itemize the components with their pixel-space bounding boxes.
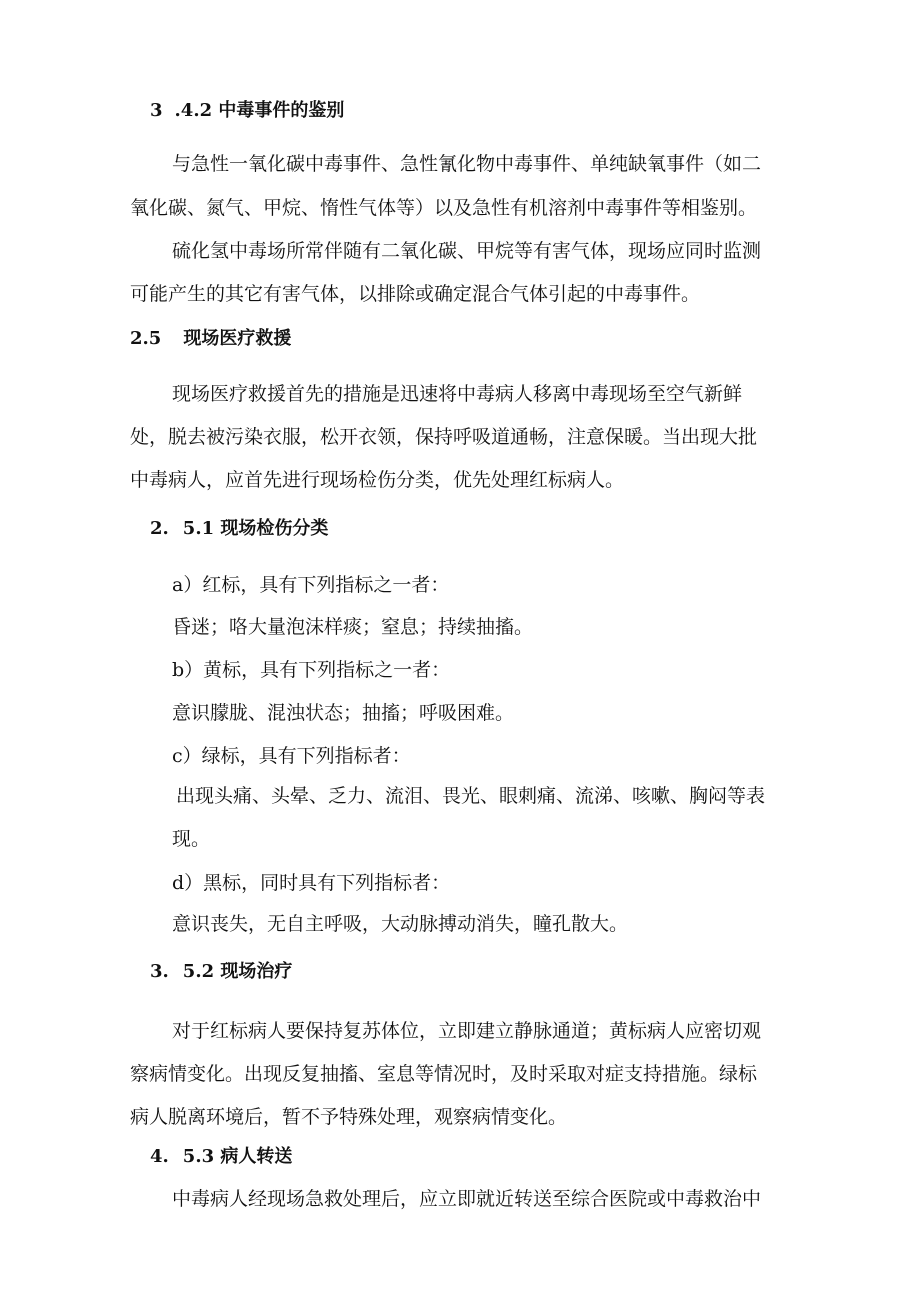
triage-desc-green: 现。 [172, 828, 211, 850]
triage-label-red: a）红标，具有下列指标之一者： [172, 574, 450, 596]
paragraph-line: 中毒病人经现场急救处理后，应立即就近转送至综合医院或中毒救治中 [172, 1188, 762, 1210]
triage-desc-green: 出现头痛、头晕、乏力、流泪、畏光、眼刺痛、流涕、咳嗽、胸闷等表 [176, 785, 766, 807]
section-number: 4. [150, 1146, 169, 1167]
paragraph-line: 处，脱去被污染衣服，松开衣领，保持呼吸道通畅，注意保暖。当出现大批 [130, 426, 758, 448]
section-heading-5-3 [150, 1144, 292, 1170]
paragraph-line: 氧化碳、氮气、甲烷、惰性气体等）以及急性有机溶剂中毒事件等相鉴别。 [130, 197, 758, 219]
section-heading-2-5 [130, 326, 291, 352]
paragraph-line: 中毒病人，应首先进行现场检伤分类，优先处理红标病人。 [130, 469, 625, 491]
paragraph-line: 对于红标病人要保持复苏体位，立即建立静脉通道；黄标病人应密切观 [172, 1020, 762, 1042]
section-title: .4.2 中毒事件的鉴别 [174, 100, 345, 121]
triage-label-yellow: b）黄标，具有下列指标之一者： [172, 659, 451, 681]
section-heading-5-1 [150, 516, 328, 542]
triage-desc-black: 意识丧失，无自主呼吸，大动脉搏动消失，瞳孔散大。 [172, 913, 629, 935]
paragraph-line: 病人脱离环境后，暂不予特殊处理，观察病情变化。 [130, 1106, 568, 1128]
paragraph-line: 现场医疗救援首先的措施是迅速将中毒病人移离中毒现场至空气新鲜 [172, 383, 743, 405]
section-number: 2. [150, 518, 169, 539]
triage-desc-yellow: 意识朦胧、混浊状态；抽搐；呼吸困难。 [172, 702, 515, 724]
section-title: 现场医疗救援 [183, 328, 292, 349]
section-title: 5.1 现场检伤分类 [182, 518, 329, 539]
section-number: 2.5 [130, 328, 162, 349]
section-title: 5.2 现场治疗 [182, 961, 293, 982]
paragraph-line: 硫化氢中毒场所常伴随有二氧化碳、甲烷等有害气体，现场应同时监测 [172, 240, 762, 262]
paragraph-line: 与急性一氧化碳中毒事件、急性氰化物中毒事件、单纯缺氧事件（如二 [172, 153, 762, 175]
paragraph-line: 可能产生的其它有害气体，以排除或确定混合气体引起的中毒事件。 [130, 283, 701, 305]
section-heading-3-4-2 [150, 98, 344, 124]
triage-desc-red: 昏迷；咯大量泡沫样痰；窒息；持续抽搐。 [172, 616, 534, 638]
triage-label-green: c）绿标，具有下列指标者： [172, 745, 411, 767]
section-heading-5-2 [150, 959, 292, 985]
section-title: 5.3 病人转送 [182, 1146, 293, 1167]
section-number: 3 [150, 100, 163, 121]
triage-label-black: d）黑标，同时具有下列指标者： [172, 872, 451, 894]
section-number: 3. [150, 961, 169, 982]
paragraph-line: 察病情变化。出现反复抽搐、室息等情况时，及时采取对症支持措施。绿标 [130, 1063, 758, 1085]
